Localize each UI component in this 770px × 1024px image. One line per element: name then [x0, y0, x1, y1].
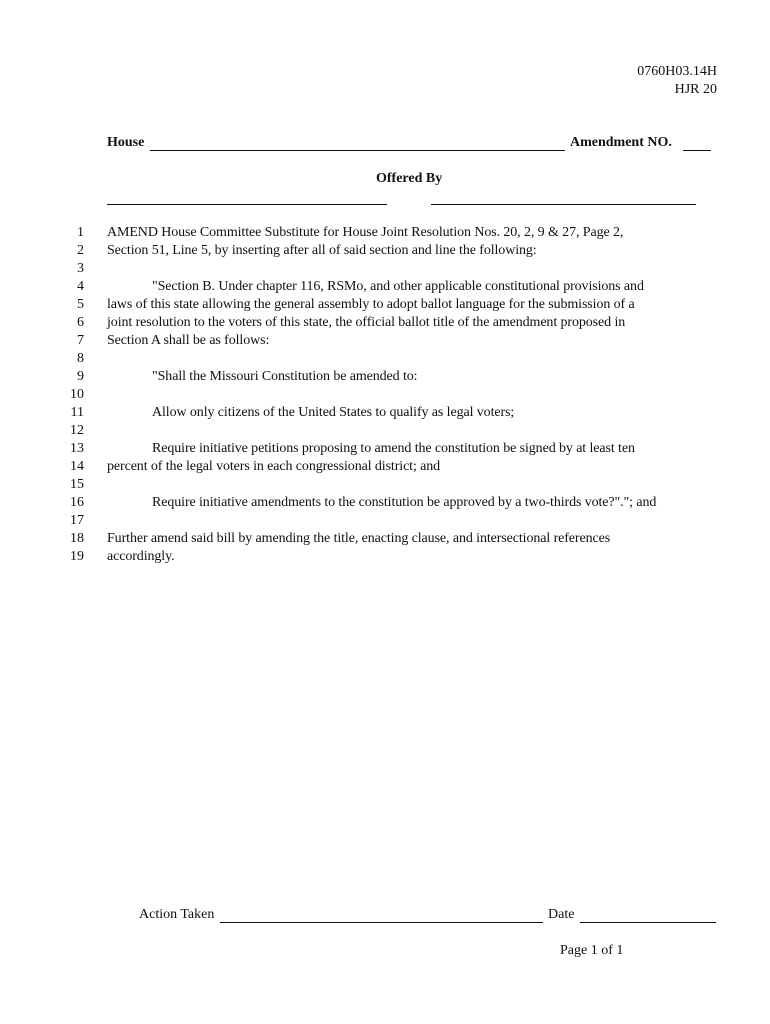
body-line: "Shall the Missouri Constitution be amended to:	[152, 369, 418, 384]
line-number: 1	[77, 225, 84, 240]
resolution-number: HJR 20	[674, 82, 717, 97]
line-number: 3	[77, 261, 84, 276]
amendment-number-label: Amendment NO.	[570, 135, 672, 150]
line-number: 17	[70, 513, 84, 528]
house-label: House	[107, 135, 145, 150]
line-number: 10	[70, 387, 84, 402]
body-line: percent of the legal voters in each congressional district; and	[107, 459, 441, 474]
page-number: Page 1 of 1	[560, 943, 624, 958]
body-line: accordingly.	[107, 549, 175, 564]
line-number: 19	[70, 549, 84, 564]
amendment-number-blank	[683, 150, 711, 151]
action-taken-blank	[220, 922, 543, 923]
body-line: joint resolution to the voters of this state, the official ballot title of the amendment proposed in	[107, 315, 626, 330]
body-line: Further amend said bill by amending the title, enacting clause, and intersectional references	[107, 531, 611, 546]
body-line: AMEND House Committee Substitute for House Joint Resolution Nos. 20, 2, 9 & 27, Page 2,	[107, 225, 624, 240]
line-number: 13	[70, 441, 84, 456]
line-number: 16	[70, 495, 84, 510]
house-blank	[150, 150, 565, 151]
body-line: laws of this state allowing the general assembly to adopt ballot language for the submission of a	[107, 297, 635, 312]
offered-by-blank-right	[431, 204, 696, 205]
body-line: Require initiative petitions proposing to amend the constitution be signed by at least ten	[152, 441, 635, 456]
line-number: 18	[70, 531, 84, 546]
date-label: Date	[548, 907, 575, 922]
line-number: 2	[77, 243, 84, 258]
line-number: 8	[77, 351, 84, 366]
offered-by-label: Offered By	[376, 171, 443, 186]
line-number: 4	[77, 279, 84, 294]
line-number: 9	[77, 369, 84, 384]
body-line: Require initiative amendments to the constitution be approved by a two-thirds vote?"."; and	[152, 495, 657, 510]
offered-by-blank-left	[107, 204, 387, 205]
line-number: 11	[70, 405, 84, 420]
line-number: 5	[77, 297, 84, 312]
line-number: 12	[70, 423, 84, 438]
body-line: "Section B. Under chapter 116, RSMo, and other applicable constitutional provisions and	[152, 279, 644, 294]
line-number: 15	[70, 477, 84, 492]
action-taken-label: Action Taken	[139, 907, 215, 922]
line-number: 14	[70, 459, 84, 474]
document-id: 0760H03.14H	[637, 64, 717, 79]
line-number: 7	[77, 333, 84, 348]
body-line: Section A shall be as follows:	[107, 333, 270, 348]
date-blank	[580, 922, 716, 923]
body-line: Allow only citizens of the United States to qualify as legal voters;	[152, 405, 515, 420]
line-number: 6	[77, 315, 84, 330]
body-line: Section 51, Line 5, by inserting after all of said section and line the following:	[107, 243, 537, 258]
